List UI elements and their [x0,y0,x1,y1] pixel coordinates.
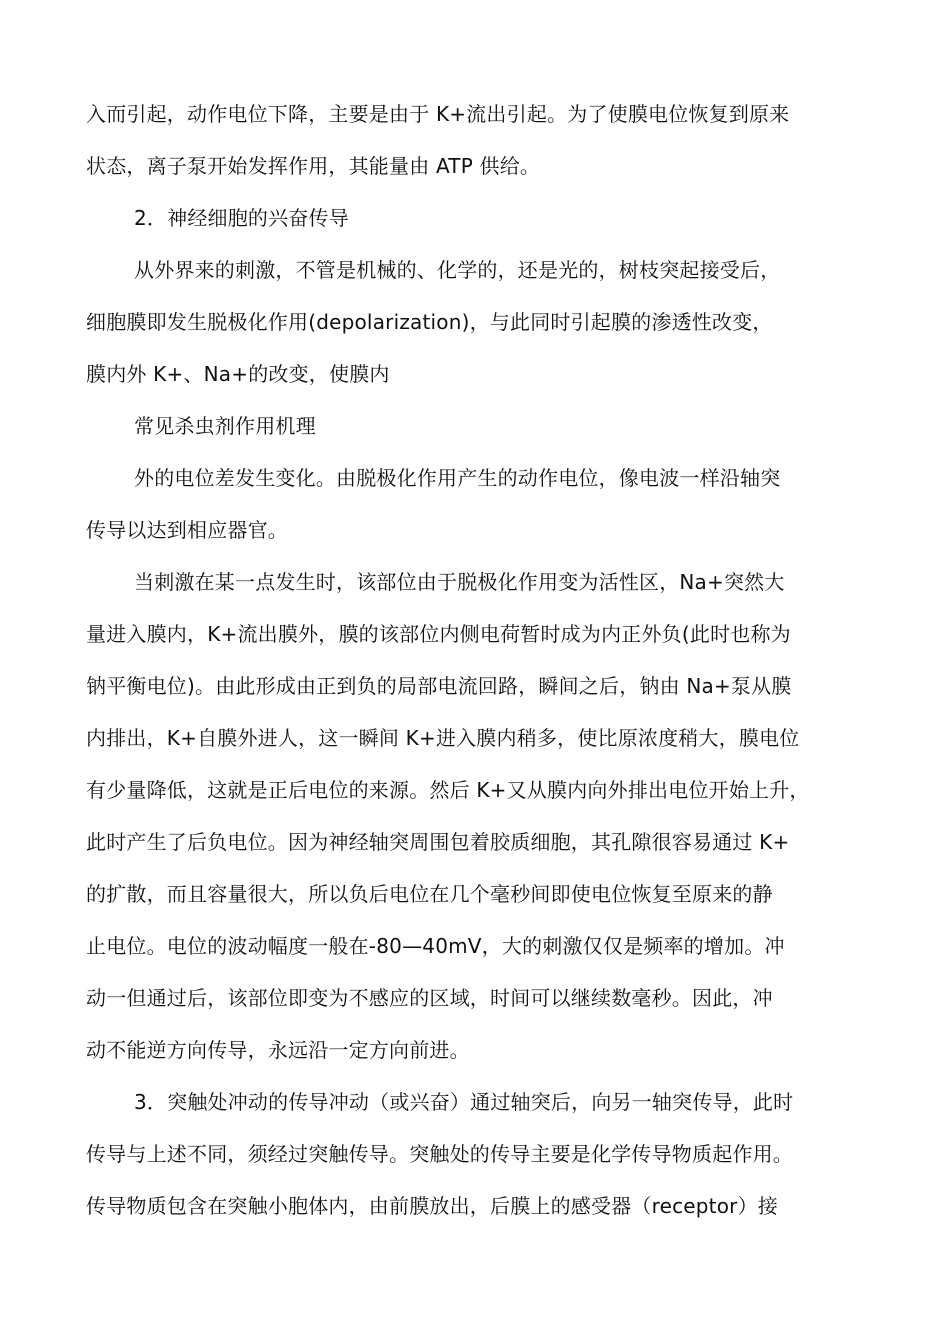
text-line: 膜内外 K+、Na+的改变，使膜内 [86,362,390,386]
section-heading: 3．突触处冲动的传导冲动（或兴奋）通过轴突后，向另一轴突传导，此时 [134,1090,794,1114]
text-line: 动一但通过后，该部位即变为不感应的区域，时间可以继续数毫秒。因此，冲 [86,986,773,1010]
text-line: 量进入膜内，K+流出膜外，膜的该部位内侧电荷暂时成为内正外负(此时也称为 [86,622,791,646]
text-line: 传导以达到相应器官。 [86,518,288,542]
text-line: 此时产生了后负电位。因为神经轴突周围包着胶质细胞，其孔隙很容易通过 K+ [86,830,790,854]
text-line: 细胞膜即发生脱极化作用(depolarization)，与此同时引起膜的渗透性改变， [86,310,773,334]
inserted-title: 常见杀虫剂作用机理 [134,414,316,438]
text-line: 状态，离子泵开始发挥作用，其能量由 ATP 供给。 [86,154,541,178]
text-line: 止电位。电位的波动幅度一般在-80—40mV，大的刺激仅仅是频率的增加。冲 [86,934,785,958]
text-line: 动不能逆方向传导，永远沿一定方向前进。 [86,1038,470,1062]
text-line: 的扩散，而且容量很大，所以负后电位在几个毫秒间即使电位恢复至原来的静 [86,882,773,906]
text-line: 内排出，K+自膜外进人，这一瞬间 K+进入膜内稍多，使比原浓度稍大，膜电位 [86,726,800,750]
text-line: 钠平衡电位)。由此形成由正到负的局部电流回路，瞬间之后，钠由 Na+泵从膜 [86,674,792,698]
document-page [86,88,866,1232]
text-line: 当刺激在某一点发生时，该部位由于脱极化作用变为活性区，Na+突然大 [134,570,785,594]
text-line: 有少量降低，这就是正后电位的来源。然后 K+又从膜内向外排出电位开始上升， [86,778,810,802]
text-line: 传导与上述不同，须经过突触传导。突触处的传导主要是化学传导物质起作用。 [86,1142,793,1166]
text-line: 外的电位差发生变化。由脱极化作用产生的动作电位，像电波一样沿轴突 [134,466,781,490]
section-heading: 2．神经细胞的兴奋传导 [134,206,349,230]
text-line: 传导物质包含在突触小胞体内，由前膜放出，后膜上的感受器（receptor）接 [86,1194,778,1218]
text-line: 从外界来的刺激，不管是机械的、化学的，还是光的，树枝突起接受后， [134,258,781,282]
text-line: 入而引起，动作电位下降，主要是由于 K+流出引起。为了使膜电位恢复到原来 [86,102,790,126]
